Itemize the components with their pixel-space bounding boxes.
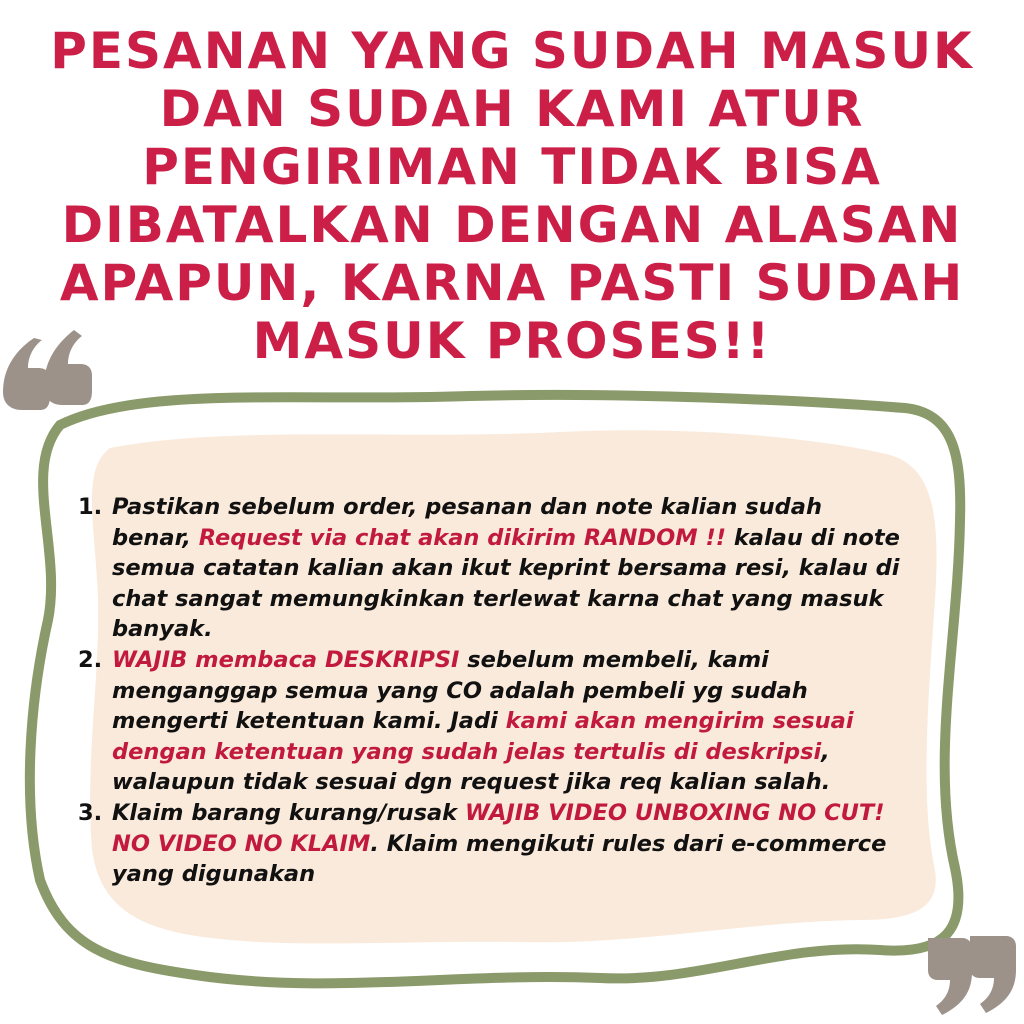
rule-text: Pastikan sebelum order, pesanan dan note kalian sudah benar, — [112, 494, 822, 551]
rule-highlight: WAJIB VIDEO UNBOXING NO CUT! NO VIDEO NO KLAIM — [112, 799, 885, 857]
rule-highlight: WAJIB membaca DESKRIPSI — [112, 646, 460, 673]
rule-highlight: kami akan mengirim sesuai dengan ketentuan yang sudah jelas tertulis di deskripsi — [112, 708, 854, 765]
rule-text: . Klaim mengikuti rules dari e-commerce yang digunakan — [112, 830, 887, 888]
rule-item-1 — [78, 492, 908, 645]
rule-number: 2. — [78, 646, 103, 673]
rule-text: , walaupun tidak sesuai dgn request jika req kalian salah. — [112, 738, 831, 796]
rule-highlight: Request via chat akan dikirim RANDOM !! — [198, 524, 726, 551]
rule-number: 3. — [78, 799, 103, 826]
rule-text: kalau di note semua catatan kalian akan ikut keprint bersama resi, kalau di chat sangat memungkinkan terlewat karna chat yang masuk banyak. — [112, 524, 900, 643]
rule-item-2 — [78, 645, 908, 798]
rules-list — [78, 492, 908, 890]
open-quote-icon — [3, 330, 92, 410]
rule-text: Klaim barang kurang/rusak — [112, 799, 465, 826]
headline: PESANAN YANG SUDAH MASUK DAN SUDAH KAMI ATUR PENGIRIMAN TIDAK BISA DIBATALKAN DENGAN ALASAN APAPUN, KARNA PASTI SUDAH MASUK PROSES!! — [50, 22, 974, 370]
rule-text: sebelum membeli, kami menganggap semua yang CO adalah pembeli yg sudah mengerti ketentuan kami. Jadi — [112, 646, 808, 735]
rule-number: 1. — [78, 494, 103, 520]
close-quote-icon — [928, 936, 1016, 1015]
rule-item-3 — [78, 798, 908, 890]
